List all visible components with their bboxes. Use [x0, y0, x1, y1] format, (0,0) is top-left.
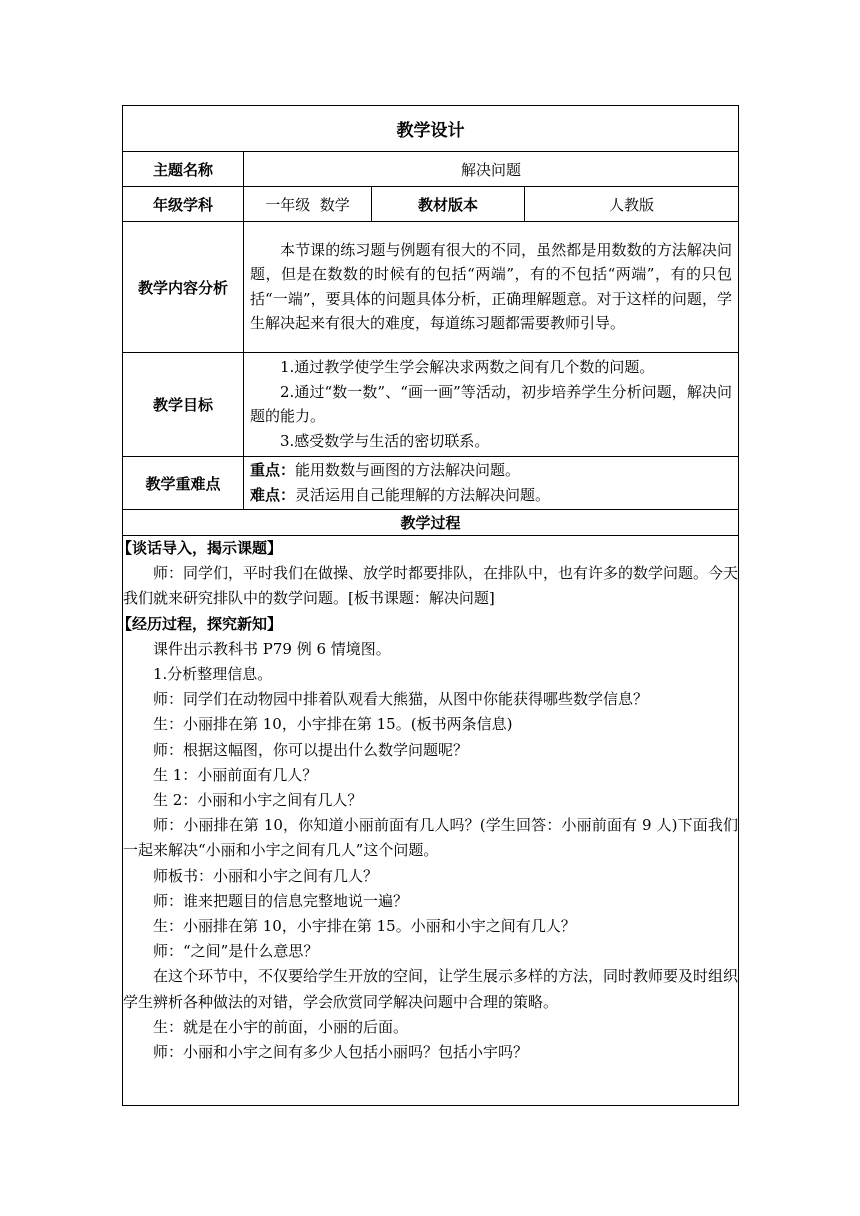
process-section-heading: 【经历过程，探究新知】 [117, 614, 283, 633]
objective-item: 3.感受数学与生活的密切联系。 [280, 431, 490, 450]
objectives-label: 教学目标 [123, 353, 244, 457]
grade-value [244, 187, 372, 222]
difficulty-line [244, 483, 738, 510]
edition-value: 人教版 [525, 187, 739, 222]
edition-label: 教材版本 [372, 187, 525, 222]
process-paragraph: 师：同学们在动物园中排着队观看大熊猫，从图中你能获得哪些数学信息？ [153, 690, 649, 709]
process-paragraph: 师：小丽排在第 10，你知道小丽前面有几人吗？(学生回答：小丽前面有 9 人)下面我们一起来解决“小丽和小宇之间有几人”这个问题。 [123, 816, 738, 860]
focus-text: 能用数数与画图的方法解决问题。 [295, 461, 521, 479]
process-paragraph: 生：小丽排在第 10，小宇排在第 15。小丽和小宇之间有几人？ [153, 917, 576, 936]
objectives-cell [244, 353, 739, 457]
topic-label: 主题名称 [123, 152, 244, 187]
process-paragraph: 生 1：小丽前面有几人？ [153, 765, 318, 784]
process-paragraph: 在这个环节中，不仅要给学生开放的空间，让学生展示多样的方法，同时教师要及时组织学生辨析各种做法的对错，学会欣赏同学解决问题中合理的策略。 [123, 967, 739, 1011]
process-paragraph: 师：同学们，平时我们在做操、放学时都要排队，在排队中，也有许多的数学问题。今天我们就来研究排队中的数学问题。[板书课题：解决问题] [123, 564, 739, 608]
process-paragraph: 生 2：小丽和小宇之间有几人？ [153, 791, 363, 810]
process-paragraph: 师：“之间”是什么意思？ [153, 942, 319, 961]
focus-line [244, 457, 738, 483]
key-points-cell [244, 457, 739, 510]
document-page [117, 105, 739, 1106]
grade-label: 年级学科 [123, 187, 244, 222]
difficulty-label: 难点： [250, 485, 296, 504]
process-paragraph: 师：小丽和小宇之间有多少人包括小丽吗？包括小宇吗？ [153, 1043, 529, 1062]
process-title: 教学过程 [123, 510, 739, 536]
document-title: 教学设计 [123, 106, 739, 152]
content-analysis-label: 教学内容分析 [123, 222, 244, 353]
content-analysis-text: 本节课的练习题与例题有很大的不同，虽然都是用数数的方法解决问题，但是在数数的时候有的包括“两端”，有的不包括“两端”，有的只包括“一端”，要具体的问题具体分析，正确理解题意。对于这样的问题，学生解决起来有很大的难度，每道练习题都需要教师引导。 [250, 240, 732, 332]
objective-item: 2.通过“数一数”、“画一画”等活动，初步培养学生分析问题，解决问题的能力。 [250, 382, 732, 425]
process-paragraph: 1.分析整理信息。 [153, 665, 273, 684]
process-paragraph: 课件出示教科书 P79 例 6 情境图。 [153, 639, 391, 658]
process-paragraph: 师：根据这幅图，你可以提出什么数学问题呢？ [153, 740, 469, 759]
process-paragraph: 师板书：小丽和小宇之间有几人？ [153, 866, 379, 885]
process-content [117, 536, 739, 1106]
process-paragraph: 生：小丽排在第 10，小宇排在第 15。(板书两条信息) [153, 715, 513, 734]
process-paragraph: 生：就是在小宇的前面，小丽的后面。 [153, 1017, 409, 1036]
key-points-label: 教学重难点 [123, 457, 244, 510]
topic-value: 解决问题 [244, 152, 739, 187]
lesson-plan-table [117, 105, 739, 1106]
focus-label: 重点： [250, 461, 296, 479]
process-section-heading: 【谈话导入，揭示课题】 [117, 539, 283, 557]
objective-item: 1.通过教学使学生学会解决求两数之间有几个数的问题。 [280, 358, 655, 376]
grade-value-text: 一年级 数学 [265, 195, 350, 214]
content-analysis-cell [244, 222, 739, 353]
process-paragraph: 师：谁来把题目的信息完整地说一遍？ [153, 891, 409, 910]
difficulty-text: 灵活运用自己能理解的方法解决问题。 [295, 485, 551, 504]
